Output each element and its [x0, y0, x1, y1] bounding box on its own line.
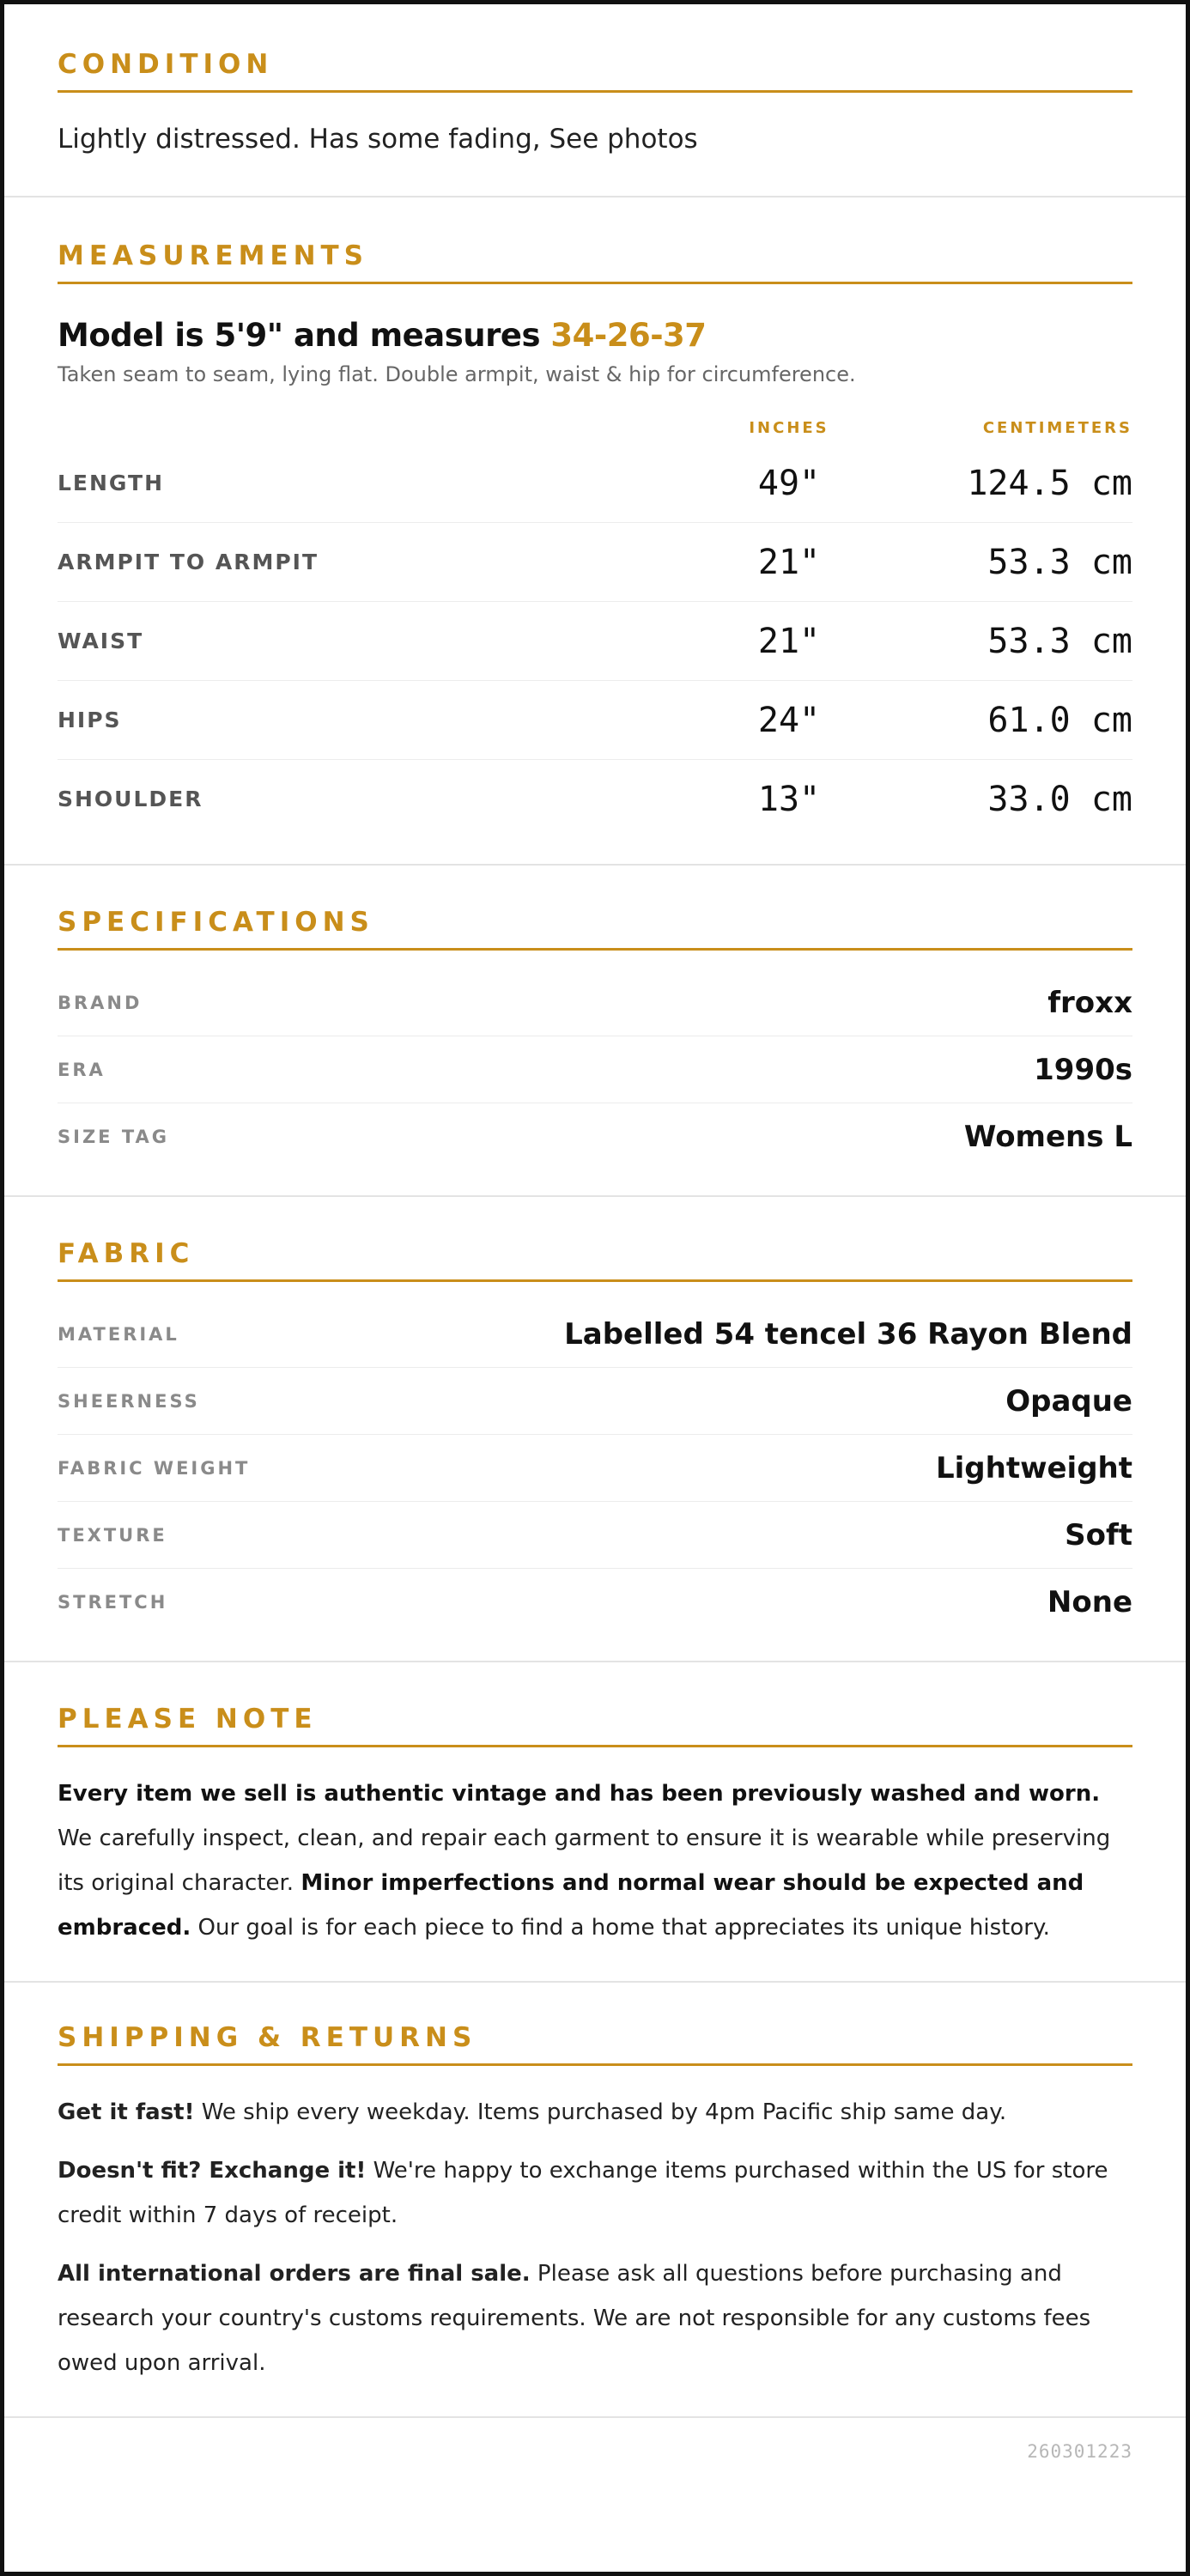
fabric-label: SHEERNESS [58, 1390, 200, 1412]
measurement-row [58, 681, 1132, 760]
measurement-row [58, 602, 1132, 681]
measurement-label: LENGTH [58, 471, 164, 495]
note-bold-2: Minor imperfections and normal wear should be expected and embraced. [58, 1870, 1084, 1941]
measurement-cm: 53.3 cm [987, 542, 1132, 582]
fabric-label: FABRIC WEIGHT [58, 1457, 251, 1479]
fabric-row-stretch [58, 1569, 1132, 1635]
fabric-section [4, 1197, 1186, 1662]
spec-label: ERA [58, 1059, 106, 1080]
fabric-value: Opaque [1005, 1383, 1132, 1419]
shipping-bold: Get it fast! [58, 2099, 195, 2125]
fabric-label: TEXTURE [58, 1524, 167, 1546]
measurements-heading: MEASUREMENTS [58, 240, 1132, 284]
measurement-inches: 24" [757, 700, 821, 740]
shipping-paragraph-international [58, 2251, 1132, 2385]
spec-label: BRAND [58, 992, 143, 1013]
measurement-cm: 33.0 cm [987, 779, 1132, 819]
condition-text: Lightly distressed. Has some fading, See photos [58, 124, 698, 155]
note-text-2: Our goal is for each piece to find a home that appreciates its unique history. [191, 1915, 1050, 1941]
fabric-value: Lightweight [935, 1450, 1132, 1485]
fabric-row-material [58, 1301, 1132, 1368]
fabric-value: Soft [1065, 1517, 1132, 1552]
fabric-label: MATERIAL [58, 1323, 179, 1345]
spec-value: 1990s [1034, 1052, 1132, 1087]
fabric-heading: FABRIC [58, 1238, 1132, 1282]
specifications-list [58, 969, 1132, 1170]
fabric-row-texture [58, 1502, 1132, 1569]
note-text-1: We carefully inspect, clean, and repair each garment to ensure it is wearable while preserving its original character. [58, 1826, 1111, 1896]
footer [4, 2418, 1186, 2485]
fabric-list [58, 1301, 1132, 1635]
shipping-text: We ship every weekday. Items purchased by 4pm Pacific ship same day. [194, 2099, 1007, 2125]
please-note-section [4, 1662, 1186, 1983]
measurement-cm: 124.5 cm [967, 463, 1132, 503]
model-measures-value: 34-26-37 [550, 317, 707, 354]
measurement-label: SHOULDER [58, 787, 203, 811]
measurement-cm: 53.3 cm [987, 621, 1132, 661]
product-code: 260301223 [1027, 2441, 1132, 2462]
fabric-row-sheerness [58, 1368, 1132, 1435]
measurement-inches: 13" [757, 779, 821, 819]
measurement-inches: 21" [757, 542, 821, 582]
measurements-subtitle: Taken seam to seam, lying flat. Double armpit, waist & hip for circumference. [58, 362, 856, 386]
shipping-returns-section [4, 1983, 1186, 2418]
specifications-heading: SPECIFICATIONS [58, 907, 1132, 951]
spec-row-size-tag [58, 1103, 1132, 1170]
measurement-cm: 61.0 cm [987, 700, 1132, 740]
measurements-section [4, 197, 1186, 866]
measurement-row [58, 760, 1132, 838]
inches-column-header: INCHES [749, 419, 829, 437]
measurement-row [58, 523, 1132, 602]
measurements-column-headers [58, 419, 1132, 437]
shipping-bold: Doesn't fit? Exchange it! [58, 2158, 367, 2184]
fabric-row-weight [58, 1435, 1132, 1502]
shipping-text: Please ask all questions before purchasing and research your country's customs requirements. We are not responsible for any customs fees owed upon arrival. [58, 2261, 1091, 2376]
measurement-inches: 21" [757, 621, 821, 661]
specifications-section [4, 866, 1186, 1197]
measurements-table [58, 444, 1132, 838]
condition-section [4, 4, 1186, 197]
please-note-heading: PLEASE NOTE [58, 1704, 1132, 1747]
measurement-inches: 49" [757, 463, 821, 503]
shipping-text: We're happy to exchange items purchased within the US for store credit within 7 days of receipt. [58, 2158, 1108, 2228]
shipping-paragraph-exchange [58, 2148, 1132, 2238]
note-bold-1: Every item we sell is authentic vintage and has been previously washed and worn. [58, 1781, 1101, 1807]
shipping-returns-heading: SHIPPING & RETURNS [58, 2022, 1132, 2066]
measurement-label: WAIST [58, 629, 144, 653]
shipping-bold: All international orders are final sale. [58, 2261, 531, 2287]
spec-value: froxx [1047, 985, 1132, 1020]
model-measures-prefix: Model is 5'9" and measures [58, 317, 551, 354]
centimeters-column-header: CENTIMETERS [982, 419, 1132, 437]
fabric-label: STRETCH [58, 1591, 168, 1613]
measurement-label: ARMPIT TO ARMPIT [58, 550, 319, 574]
spec-row-brand [58, 969, 1132, 1036]
fabric-value: None [1047, 1584, 1132, 1619]
please-note-text [58, 1771, 1132, 1950]
fabric-value: Labelled 54 tencel 36 Rayon Blend [564, 1316, 1132, 1352]
measurement-label: HIPS [58, 708, 122, 732]
condition-heading: CONDITION [58, 49, 1132, 93]
spec-row-era [58, 1036, 1132, 1103]
spec-value: Womens L [963, 1119, 1132, 1154]
spec-label: SIZE TAG [58, 1126, 170, 1147]
measurement-row [58, 444, 1132, 523]
model-measures-line [58, 317, 1132, 354]
shipping-paragraph-fast [58, 2090, 1132, 2135]
